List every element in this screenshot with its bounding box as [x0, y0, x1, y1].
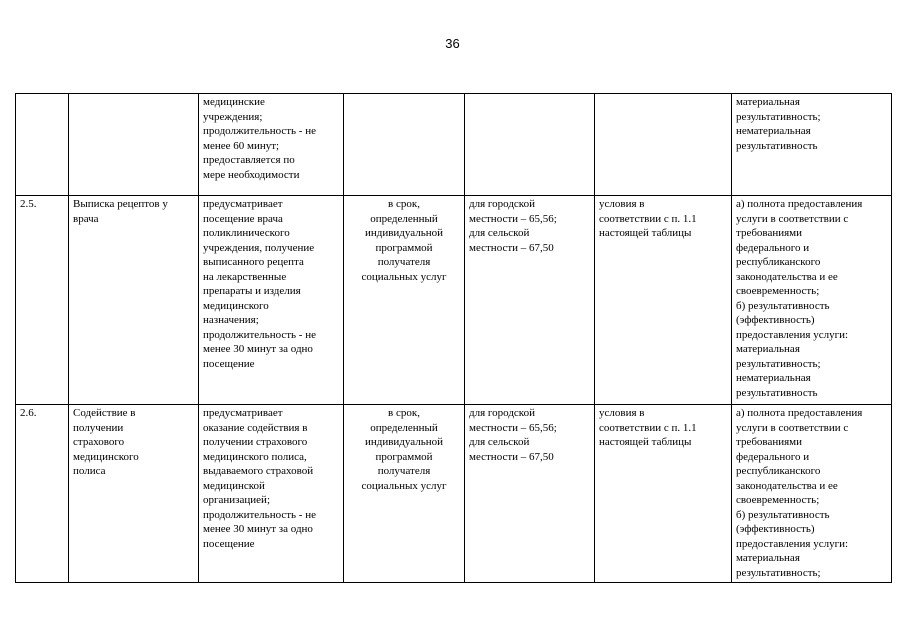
- page-number: 36: [445, 36, 460, 51]
- cell-conditions: условия в соответствии с п. 1.1 настоящей таблицы: [595, 196, 732, 405]
- cell-service: Содействие в получении страхового медицинского полиса: [69, 405, 199, 583]
- services-table: [15, 93, 892, 583]
- cell-tariff: [465, 94, 595, 196]
- cell-num: [16, 94, 69, 196]
- cell-tariff: для городской местности – 65,56; для сельской местности – 67,50: [465, 405, 595, 583]
- cell-num: 2.6.: [16, 405, 69, 583]
- cell-tariff: для городской местности – 65,56; для сельской местности – 67,50: [465, 196, 595, 405]
- cell-description: медицинские учреждения; продолжительность - не менее 60 минут; предоставляется по мере необходимости: [199, 94, 344, 196]
- cell-num: 2.5.: [16, 196, 69, 405]
- cell-conditions: [595, 94, 732, 196]
- cell-timing: [344, 94, 465, 196]
- cell-service: [69, 94, 199, 196]
- cell-description: предусматривает посещение врача поликлинического учреждения, получение выписанного рецепта на лекарственные препараты и изделия медицинского назначения; продолжительность - не менее 30 минут за одно посещение: [199, 196, 344, 405]
- cell-timing: в срок, определенный индивидуальной программой получателя социальных услуг: [344, 196, 465, 405]
- cell-service: Выписка рецептов у врача: [69, 196, 199, 405]
- table-row: [16, 405, 892, 583]
- table-row: [16, 94, 892, 196]
- table-row: [16, 196, 892, 405]
- cell-timing: в срок, определенный индивидуальной программой получателя социальных услуг: [344, 405, 465, 583]
- cell-conditions: условия в соответствии с п. 1.1 настоящей таблицы: [595, 405, 732, 583]
- cell-indicators: материальная результативность; нематериальная результативность: [732, 94, 892, 196]
- cell-indicators: а) полнота предоставления услуги в соответствии с требованиями федерального и республиканского законодательства и ее своевременность; б) результативность (эффективность) предоставления услуги: материальная результативность; нематериальная результативность: [732, 196, 892, 405]
- cell-indicators: а) полнота предоставления услуги в соответствии с требованиями федерального и республиканского законодательства и ее своевременность; б) результативность (эффективность) предоставления услуги: материальная результативность;: [732, 405, 892, 583]
- cell-description: предусматривает оказание содействия в получении страхового медицинского полиса, выдаваемого страховой медицинской организацией; продолжительность - не менее 30 минут за одно посещение: [199, 405, 344, 583]
